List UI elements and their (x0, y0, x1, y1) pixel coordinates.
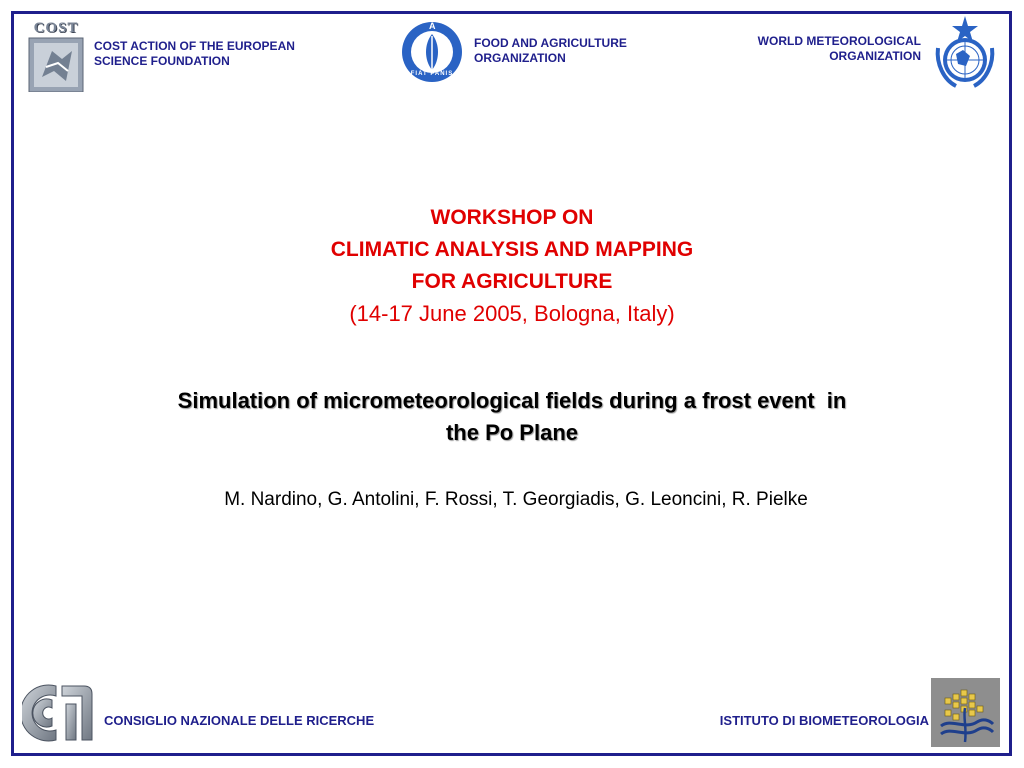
cost-logo-text: COST (33, 20, 79, 36)
cost-label-line1: COST ACTION OF THE EUROPEAN (94, 39, 295, 53)
workshop-line2: CLIMATIC ANALYSIS AND MAPPING (330, 238, 694, 261)
workshop-line3: FOR AGRICULTURE (411, 270, 613, 293)
fao-logo (400, 20, 471, 84)
cnr-logo (22, 682, 94, 744)
fao-ring-text: FIAT PANIS (410, 71, 454, 77)
authors: M. Nardino, G. Antolini, F. Rossi, T. Georgiadis, G. Leoncini, R. Pielke (224, 489, 808, 510)
paper-title (40, 385, 984, 449)
cnr-label: CONSIGLIO NAZIONALE DELLE RICERCHE (104, 713, 375, 728)
cost-logo (28, 20, 84, 92)
workshop-dates: (14-17 June 2005, Bologna, Italy) (349, 301, 675, 326)
workshop-line1: WORKSHOP ON (430, 206, 594, 229)
fao-label-line1: FOOD AND AGRICULTURE (474, 36, 627, 50)
paper-title-line2: the Po Plane (445, 420, 579, 445)
ibimet-logo (931, 678, 1000, 747)
wmo-label-line1: WORLD METEOROLOGICAL (757, 34, 921, 48)
cost-label-line2: SCIENCE FOUNDATION (94, 54, 230, 68)
workshop-block (0, 202, 1024, 330)
fao-label-line2: ORGANIZATION (474, 51, 566, 65)
fao-label (474, 36, 627, 66)
wmo-logo (930, 14, 1000, 92)
wmo-label-line2: ORGANIZATION (829, 49, 921, 63)
wmo-label (758, 34, 921, 64)
cost-europe-icon (28, 37, 84, 92)
ibimet-label: ISTITUTO DI BIOMETEOROLOGIA (719, 713, 929, 728)
slide-border (11, 11, 1012, 756)
fao-logo-text: FAO (410, 21, 471, 31)
paper-title-line1: Simulation of micrometeorological fields during a frost event in (177, 388, 847, 413)
cost-label (94, 39, 295, 69)
